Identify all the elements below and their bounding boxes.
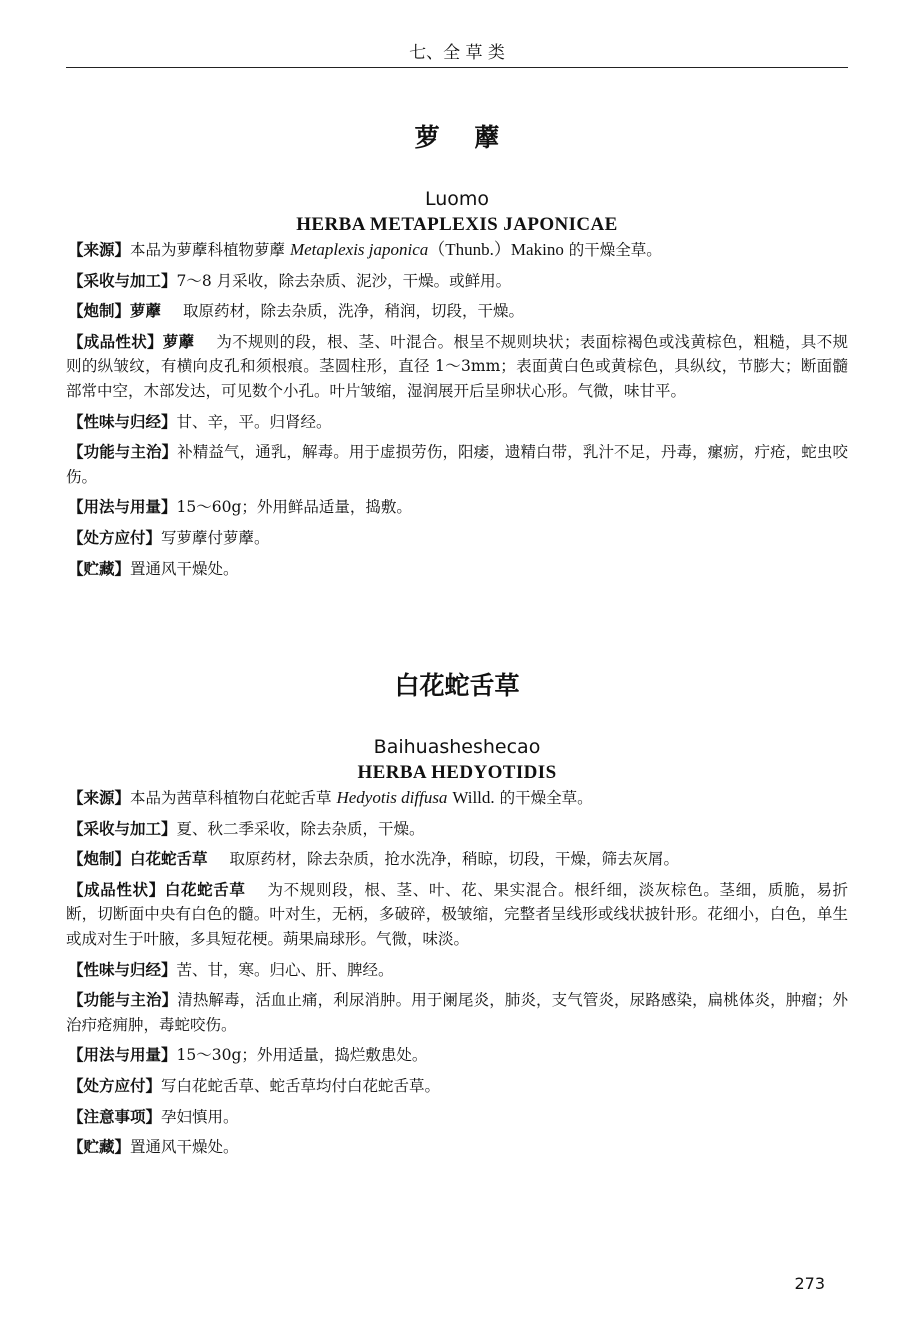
page-number: 273 <box>794 1274 825 1293</box>
section-sublabel: 白花蛇舌草 <box>130 850 208 869</box>
entry-baihuasheshecao <box>66 666 848 1166</box>
entry-title: 萝 藦 <box>414 123 500 152</box>
section-label: 【成品性状】 <box>68 880 165 899</box>
section-text: 本品为茜草科植物白花蛇舌草 <box>130 789 332 807</box>
section-harvest <box>66 817 848 842</box>
section-text: 甘、辛，平。归肾经。 <box>176 412 332 431</box>
section-source <box>66 786 848 811</box>
section-prescription <box>66 1074 848 1099</box>
section-text: 写白花蛇舌草、蛇舌草均付白花蛇舌草。 <box>161 1076 441 1095</box>
section-label: 【贮藏】 <box>68 559 131 578</box>
section-text: 写萝藦付萝藦。 <box>161 528 270 547</box>
section-label: 【成品性状】 <box>68 332 163 351</box>
section-label: 【采收与加工】 <box>68 819 177 838</box>
section-label: 【功能与主治】 <box>68 991 178 1010</box>
section-text: 7～8 月采收，除去杂质、泥沙，干燥。或鲜用。 <box>176 271 512 290</box>
section-text: 夏、秋二季采收，除去杂质，干燥。 <box>176 819 425 838</box>
header-rule <box>66 67 848 68</box>
section-nature <box>66 410 848 435</box>
section-label: 【处方应付】 <box>68 528 162 547</box>
section-description <box>66 878 848 952</box>
section-text: 的干燥全草。 <box>568 241 662 259</box>
entry-luomo <box>66 118 848 587</box>
section-label: 【性味与归经】 <box>68 412 177 431</box>
section-label: 【炮制】 <box>68 302 131 321</box>
section-prescription <box>66 526 848 551</box>
species-name: Hedyotis diffusa <box>336 788 448 807</box>
entry-title: 白花蛇舌草 <box>394 671 520 700</box>
section-text: 置通风干燥处。 <box>130 559 239 578</box>
section-label: 【贮藏】 <box>68 1138 131 1157</box>
section-description <box>66 330 848 404</box>
section-storage <box>66 1135 848 1160</box>
section-text: 孕妇慎用。 <box>161 1107 239 1126</box>
section-nature <box>66 958 848 983</box>
section-label: 【用法与用量】 <box>68 1046 177 1065</box>
section-function <box>66 988 848 1037</box>
section-sublabel: 萝藦 <box>130 302 162 321</box>
section-usage <box>66 1043 848 1068</box>
section-text: 15～30g；外用适量，捣烂敷患处。 <box>176 1046 428 1065</box>
entry-latin-name: HERBA METAPLEXIS JAPONICAE <box>296 214 618 235</box>
section-label: 【处方应付】 <box>68 1076 162 1095</box>
section-harvest <box>66 269 848 294</box>
section-text: 苦、甘，寒。归心、肝、脾经。 <box>176 960 394 979</box>
section-text: 为不规则的段，根、茎、叶混合。根呈不规则块状；表面棕褐色或浅黄棕色，粗糙，具不规则的纵皱纹，有横向皮孔和须根痕。茎圆柱形，直径 1～3mm；表面黄白色或黄棕色，具纵纹，节膨大；断面髓部常中空，木部发达，可见数个小孔。叶片皱缩，湿润展开后呈卵状心形。气微，味甘平。 <box>66 332 848 400</box>
species-authority: （Thunb.）Makino <box>428 240 564 259</box>
section-text: 置通风干燥处。 <box>130 1138 239 1157</box>
section-text: 15～60g；外用鲜品适量，捣敷。 <box>176 498 412 517</box>
section-text: 补精益气，通乳，解毒。用于虚损劳伤，阳痿，遗精白带，乳汁不足，丹毒，瘰疬，疔疮，蛇虫咬伤。 <box>66 443 848 486</box>
entry-pinyin: Luomo <box>424 188 490 210</box>
section-label: 【来源】 <box>68 241 131 259</box>
section-label: 【功能与主治】 <box>68 443 178 462</box>
section-processing <box>66 299 848 324</box>
entry-latin-name: HERBA HEDYOTIDIS <box>357 762 557 783</box>
running-header <box>66 34 848 72</box>
section-text: 取原药材，除去杂质，抢水洗净，稍晾，切段，干燥，筛去灰屑。 <box>229 850 680 869</box>
section-text: 清热解毒，活血止痛，利尿消肿。用于阑尾炎，肺炎，支气管炎，尿路感染，扁桃体炎，肿瘤；外治疖疮痈肿，毒蛇咬伤。 <box>66 991 848 1034</box>
section-label: 【性味与归经】 <box>68 960 177 979</box>
section-text: 的干燥全草。 <box>499 789 593 807</box>
section-text: 取原药材，除去杂质，洗净，稍润，切段，干燥。 <box>183 302 525 321</box>
section-storage <box>66 557 848 582</box>
species-name: Metaplexis japonica <box>289 240 429 259</box>
running-title: 七、全 草 类 <box>409 43 505 63</box>
species-authority: Willd. <box>452 788 495 807</box>
section-sublabel: 白花蛇舌草 <box>164 880 246 899</box>
section-processing <box>66 847 848 872</box>
section-label: 【炮制】 <box>68 850 131 869</box>
section-caution <box>66 1105 848 1130</box>
section-label: 【用法与用量】 <box>68 498 177 517</box>
section-sublabel: 萝藦 <box>162 332 195 351</box>
section-label: 【注意事项】 <box>68 1107 162 1126</box>
entry-pinyin: Baihuasheshecao <box>373 736 541 758</box>
section-function <box>66 440 848 489</box>
section-text: 本品为萝藦科植物萝藦 <box>130 241 286 259</box>
section-source <box>66 238 848 263</box>
section-label: 【采收与加工】 <box>68 271 177 290</box>
section-text: 为不规则段，根、茎、叶、花、果实混合。根纤细，淡灰棕色。茎细，质脆，易折断，切断面中央有白色的髓。叶对生，无柄，多破碎，极皱缩，完整者呈线形或线状披针形。花细小，白色，单生或成对生于叶腋，多具短花梗。蒴果扁球形。气微，味淡。 <box>66 880 848 948</box>
section-label: 【来源】 <box>68 789 131 807</box>
section-usage <box>66 495 848 520</box>
